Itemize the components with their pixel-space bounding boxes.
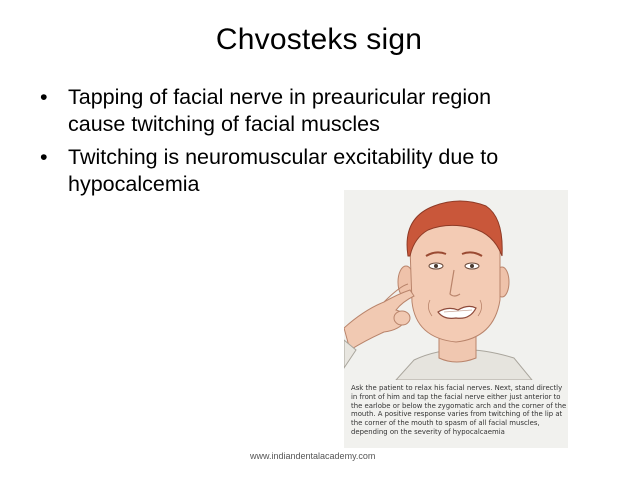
- caption-line: in front of him and tap the facial nerve either just anterior to: [351, 392, 561, 401]
- caption-line: the earlobe or below the zygomatic arch and the corner of the: [351, 401, 567, 410]
- caption-line: depending on the severity of hypocalcaemia: [351, 427, 505, 436]
- slide-title: Chvosteks sign: [215, 23, 423, 56]
- figure-caption: [351, 384, 567, 437]
- bullet-item: [40, 84, 610, 138]
- caption-line: mouth. A positive response varies from twitching of the lip at: [351, 410, 563, 419]
- face-illustration: [344, 190, 568, 380]
- bullet-marker: •: [40, 145, 48, 169]
- bullet-line: Twitching is neuromuscular excitability due to: [68, 145, 499, 169]
- bullet-line: cause twitching of facial muscles: [68, 112, 380, 136]
- caption-line: the corner of the mouth to spasm of all facial muscles,: [351, 419, 540, 428]
- bullet-marker: •: [40, 85, 48, 109]
- footer-watermark: www.indiandentalacademy.com: [250, 451, 376, 461]
- bullet-line: Tapping of facial nerve in preauricular region: [68, 85, 492, 109]
- chvostek-illustration: [344, 190, 568, 448]
- bullet-line: hypocalcemia: [68, 172, 200, 196]
- caption-line: Ask the patient to relax his facial nerves. Next, stand directly: [351, 384, 563, 392]
- bullet-list: [40, 84, 610, 204]
